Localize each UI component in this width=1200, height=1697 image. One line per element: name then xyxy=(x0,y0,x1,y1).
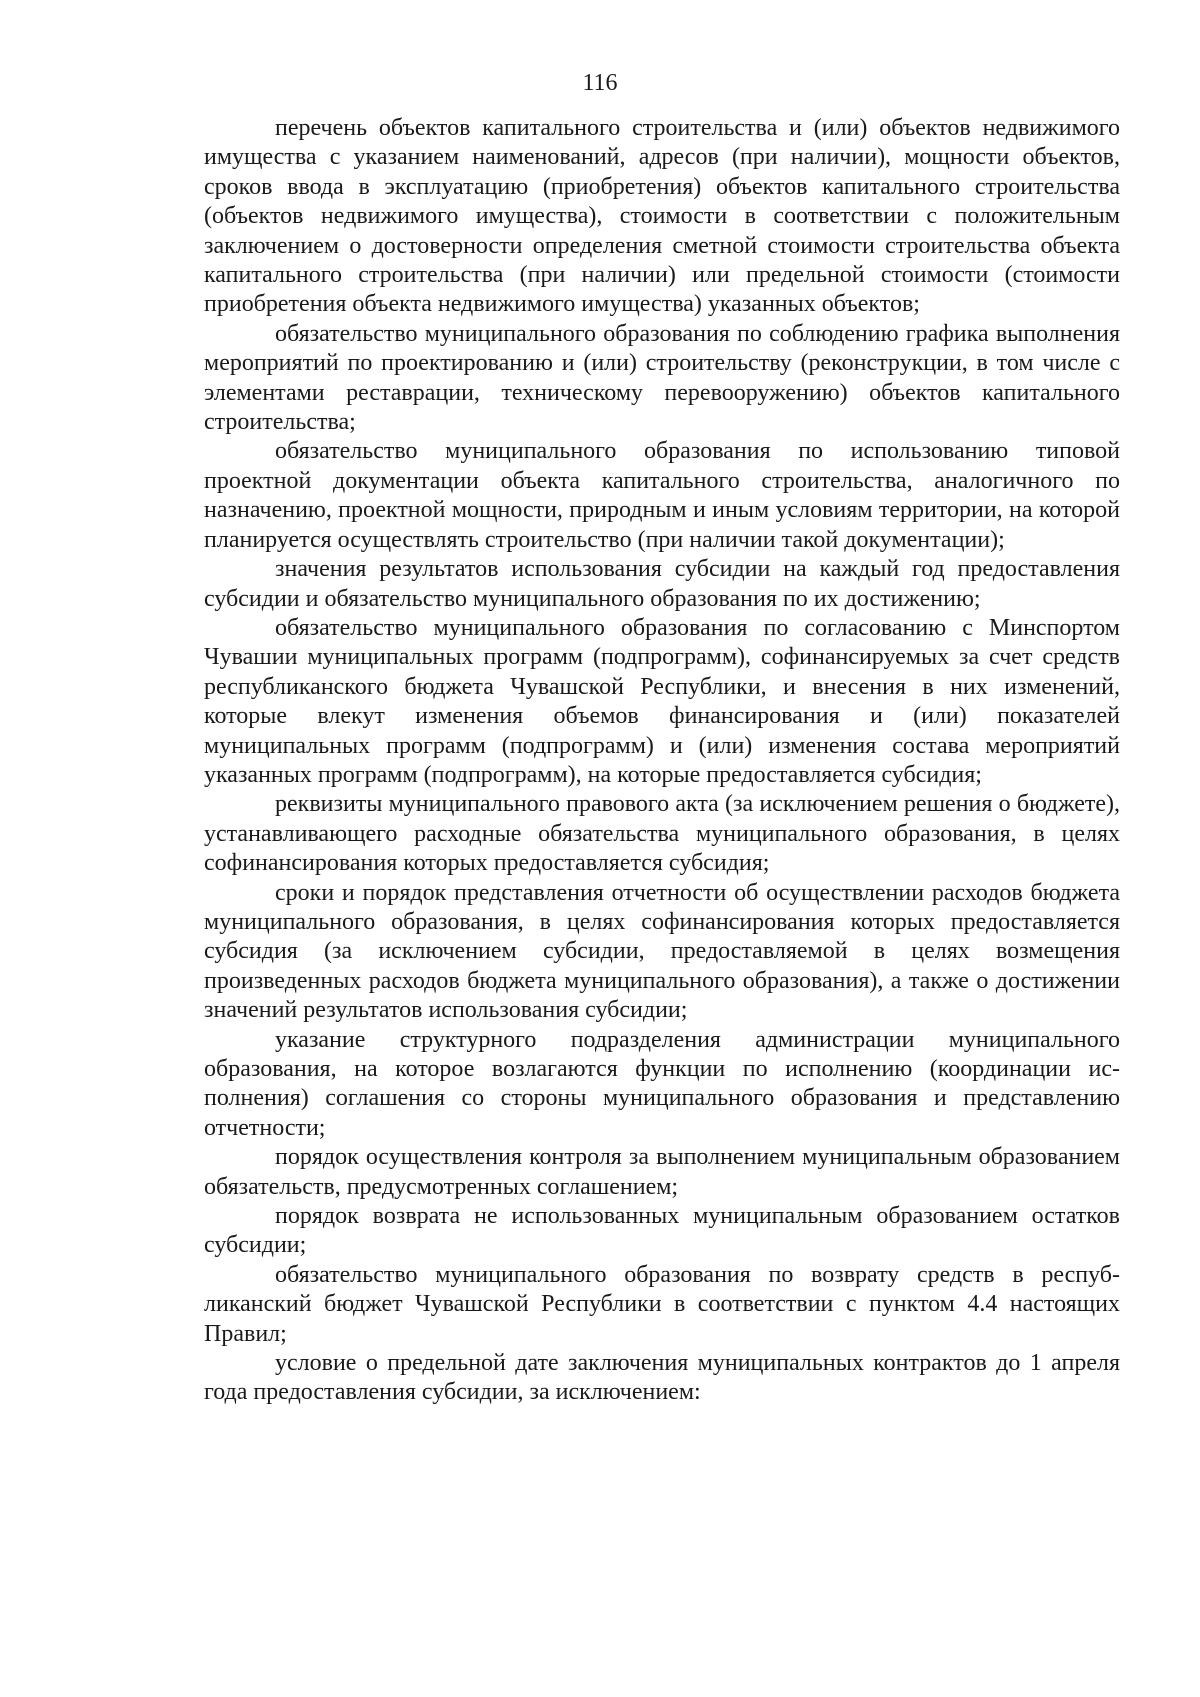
paragraph-7: сроки и порядок представления отчетности об осуществлении расходов бюджета муниципального образования, в целях софинансирования которых предоставляется субсидия (за исключением субсидии, предоставляемой в целях возмещения произведенных расходов бюджета муниципального образования), а также о достижении значений результатов использования субсидии; xyxy=(204,879,1120,1024)
paragraph-10: порядок возврата не использованных муниципальным образованием остатков субсидии; xyxy=(204,1203,1120,1259)
paragraph-2: обязательство муниципального образования по соблюдению графика выполнения мероприятий по проектированию и (или) строительству (реконструкции, в том числе с элементами реставрации, техническому перевооружению) объектов капитального строительства; xyxy=(204,320,1120,436)
paragraph-9: порядок осуществления контроля за выполнением муниципальным образованием обязательств, предусмотренных соглашением; xyxy=(204,1144,1120,1200)
paragraph-1: перечень объектов капитального строительства и (или) объектов недвижимого имущества с указанием наименований, адресов (при наличии), мощности объектов, сроков ввода в эксплуатацию (приобретения) объектов капитального строительства (объектов недвижимого имущества), стоимости в соответствии с положительным заключением о достоверности определения сметной стоимости строительства объекта капитального строительства (при наличии) или предельной стоимости (стоимости приобретения объекта недвижимого имущества) указанных объектов; xyxy=(204,115,1120,318)
paragraph-6: реквизиты муниципального правового акта (за исключением решения о бюджете), устанавливающего расходные обязательства муниципального образования, в целях софинансирования которых предоставляется субсидия; xyxy=(204,791,1120,877)
page-number: 116 xyxy=(582,70,618,96)
paragraph-3: обязательство муниципального образования по использованию типовой проектной документации объекта капитального строительства, аналогичного по назначению, проектной мощности, природным и иным условиям территории, на которой планируется осуществлять строительство (при наличии такой документации); xyxy=(204,438,1120,553)
paragraph-8: указание структурного подразделения администрации муниципального образования, на которое возлагаются функции по исполнению (координации исполнения) соглашения со стороны муниципального образования и представлению отчетности; xyxy=(204,1026,1120,1141)
document-body xyxy=(204,114,1120,1408)
paragraph-11: обязательство муниципального образования по возврату средств в республиканский бюджет Чувашской Республики в соответствии с пунктом 4.4 настоящих Правил; xyxy=(204,1261,1120,1347)
paragraph-4: значения результатов использования субсидии на каждый год предоставления субсидии и обязательство муниципального образования по их достижению; xyxy=(204,556,1120,612)
paragraph-5: обязательство муниципального образования по согласованию с Минспортом Чувашии муниципальных программ (подпрограмм), софинансируемых за счет средств республиканского бюджета Чувашской Республики, и внесения в них изменений, которые влекут изменения объемов финансирования и (или) показателей муниципальных программ (подпрограмм) и (или) изменения состава мероприятий указанных программ (подпрограмм), на которые предоставляется субсидия; xyxy=(204,614,1120,788)
paragraph-12: условие о предельной дате заключения муниципальных контрактов до 1 апреля года предоставления субсидии, за исключением: xyxy=(204,1350,1120,1406)
